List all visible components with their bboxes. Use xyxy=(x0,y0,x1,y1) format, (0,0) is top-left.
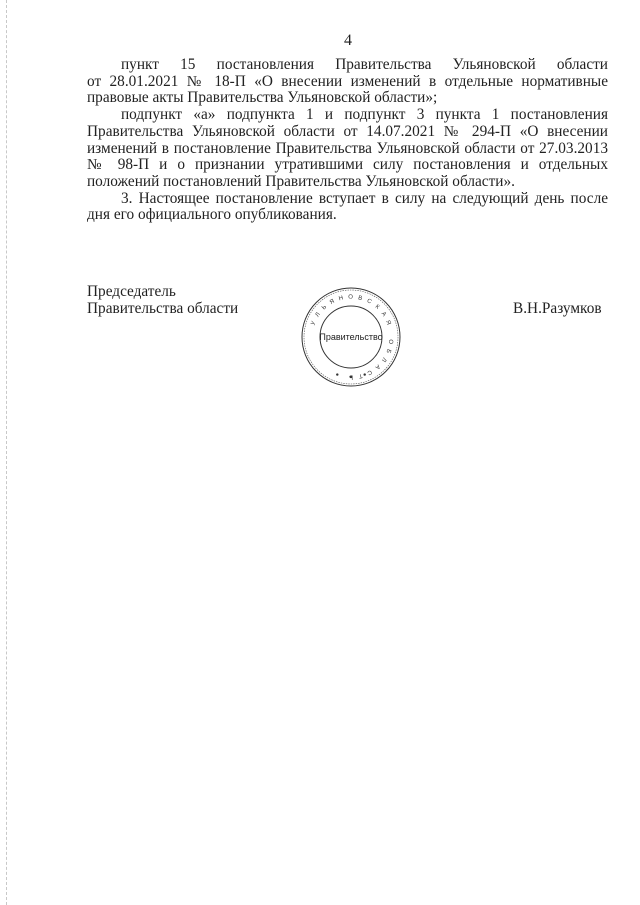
stamp-star-icon xyxy=(336,373,338,375)
stamp-ring-letter: Я xyxy=(328,298,336,306)
stamp-star-icon xyxy=(364,373,366,375)
stamp-ring-letter: Н xyxy=(338,295,344,303)
text-line: Правительства Ульяновской области от 14.07.2021 № 294-П «О внесении xyxy=(87,123,608,140)
stamp-ring-letter: С xyxy=(365,298,373,306)
signatory-name: В.Н.Разумков xyxy=(513,300,602,317)
stamp-ring-letter: С xyxy=(366,368,373,376)
scan-margin-line xyxy=(6,0,7,905)
stamp-ring-letter: А xyxy=(373,362,381,371)
stamp-ring-letter: Л xyxy=(379,355,388,363)
stamp-ring-letter: Ь xyxy=(321,304,328,312)
official-stamp xyxy=(300,286,402,388)
text-line: изменений в постановление Правительства Ульяновской области от 27.03.2013 xyxy=(87,140,608,157)
stamp-ring-letter: Я xyxy=(384,319,392,326)
text-line: положений постановлений Правительства Ульяновской области». xyxy=(87,173,515,190)
stamp-ring-letter: Л xyxy=(314,311,322,319)
stamp-star-icon xyxy=(350,376,352,378)
stamp-ring-letter: Б xyxy=(384,347,392,354)
text-line: подпункт «а» подпункта 1 и подпункт 3 пункта 1 постановления xyxy=(121,106,608,123)
stamp-ring-letter: У xyxy=(310,320,318,327)
text-line: 3. Настоящее постановление вступает в силу на следующий день после xyxy=(121,190,608,207)
stamp-ring-letter: К xyxy=(373,303,381,311)
stamp-center-text: Правительство xyxy=(319,332,383,342)
stamp-ring-letter: Т xyxy=(357,371,363,379)
stamp-ring-letter: А xyxy=(379,311,387,318)
text-line: дня его официального опубликования. xyxy=(87,206,337,223)
text-line: от 28.01.2021 № 18-П «О внесении изменений в отдельные нормативные xyxy=(87,73,608,90)
text-line: № 98-П и о признании утратившими силу постановления и отдельных xyxy=(87,156,608,173)
page-number: 4 xyxy=(344,32,352,49)
stamp-ring-letter: О xyxy=(348,294,353,301)
stamp-ring-letter: В xyxy=(357,295,363,303)
signatory-title-line1: Председатель xyxy=(87,283,176,300)
text-line: пункт 15 постановления Правительства Ульяновской области xyxy=(121,56,608,73)
signatory-title-line2: Правительства области xyxy=(87,300,239,317)
stamp-ring-letter: О xyxy=(386,338,394,345)
text-line: правовые акты Правительства Ульяновской области»; xyxy=(87,89,438,106)
